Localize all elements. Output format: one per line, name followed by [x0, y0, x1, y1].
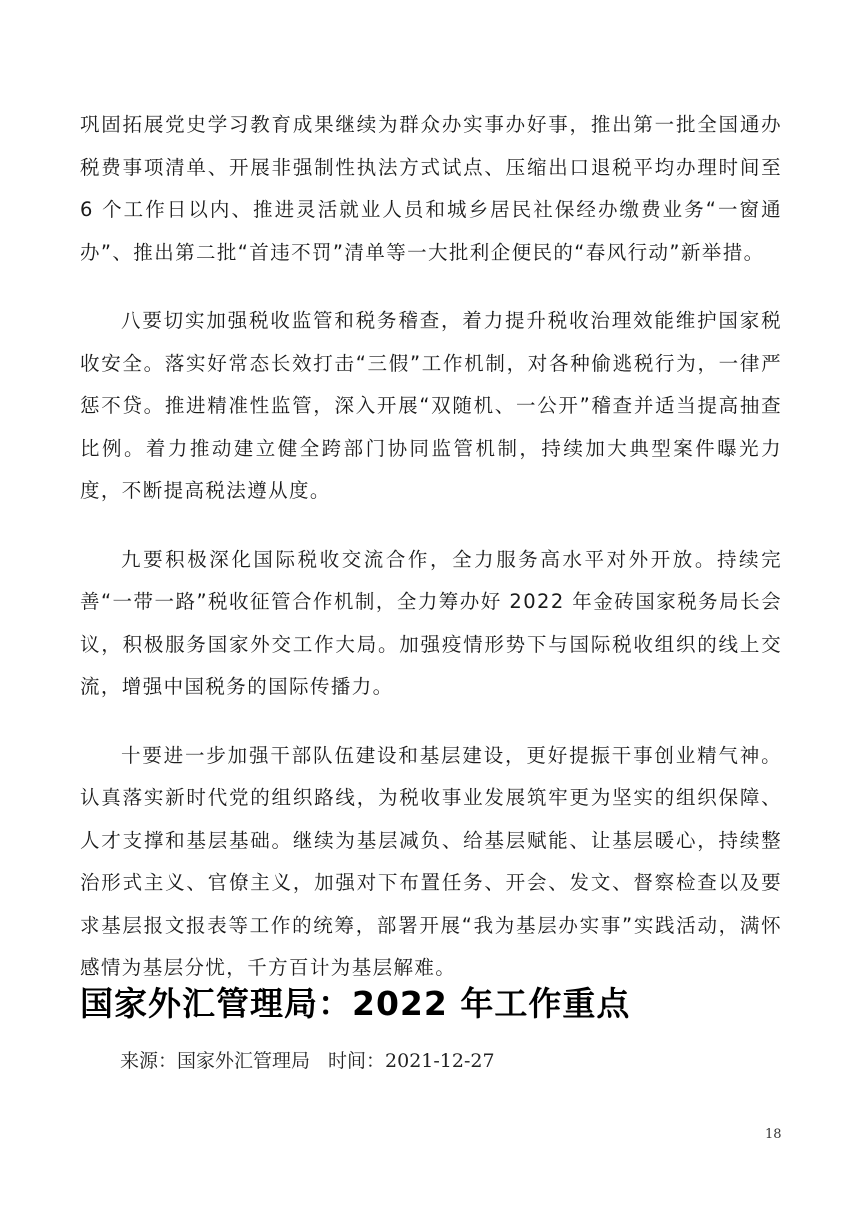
article-meta: [120, 1046, 495, 1073]
body-text: [80, 104, 782, 1016]
source-label: 来源：国家外汇管理局: [120, 1050, 311, 1072]
page-number: 18: [765, 1127, 782, 1142]
article-title: 国家外汇管理局：2022 年工作重点: [80, 984, 631, 1023]
time-label: 时间：2021-12-27: [328, 1050, 495, 1072]
paragraph-3: 九要积极深化国际税收交流合作，全力服务高水平对外开放。持续完善“一带一路”税收征管合作机制，全力筹办好 2022 年金砖国家税务局长会议，积极服务国家外交工作大局。加强疫情形势下与国际税收组织的线上交流，增强中国税务的国际传播力。: [80, 547, 782, 698]
paragraph-2: 八要切实加强税收监管和税务稽查，着力提升税收治理效能维护国家税收安全。落实好常态长效打击“三假”工作机制，对各种偷逃税行为，一律严惩不贷。推进精准性监管，深入开展“双随机、一公开”稽查并适当提高抽查比例。着力推动建立健全跨部门协同监管机制，持续加大典型案件曝光力度，不断提高税法遵从度。: [80, 309, 782, 502]
paragraph-1: 巩固拓展党史学习教育成果继续为群众办实事办好事，推出第一批全国通办税费事项清单、开展非强制性执法方式试点、压缩出口退税平均办理时间至 6 个工作日以内、推进灵活就业人员和城乡居民社保经办缴费业务“一窗通办”、推出第二批“首违不罚”清单等一大批利企便民的“春风行动”新举措。: [80, 113, 782, 264]
paragraph-4: 十要进一步加强干部队伍建设和基层建设，更好提振干事创业精气神。认真落实新时代党的组织路线，为税收事业发展筑牢更为坚实的组织保障、人才支撑和基层基础。继续为基层减负、给基层赋能、让基层暖心，持续整治形式主义、官僚主义，加强对下布置任务、开会、发文、督察检查以及要求基层报文报表等工作的统筹，部署开展“我为基层办实事”实践活动，满怀感情为基层分忧，千方百计为基层解难。: [80, 743, 782, 979]
